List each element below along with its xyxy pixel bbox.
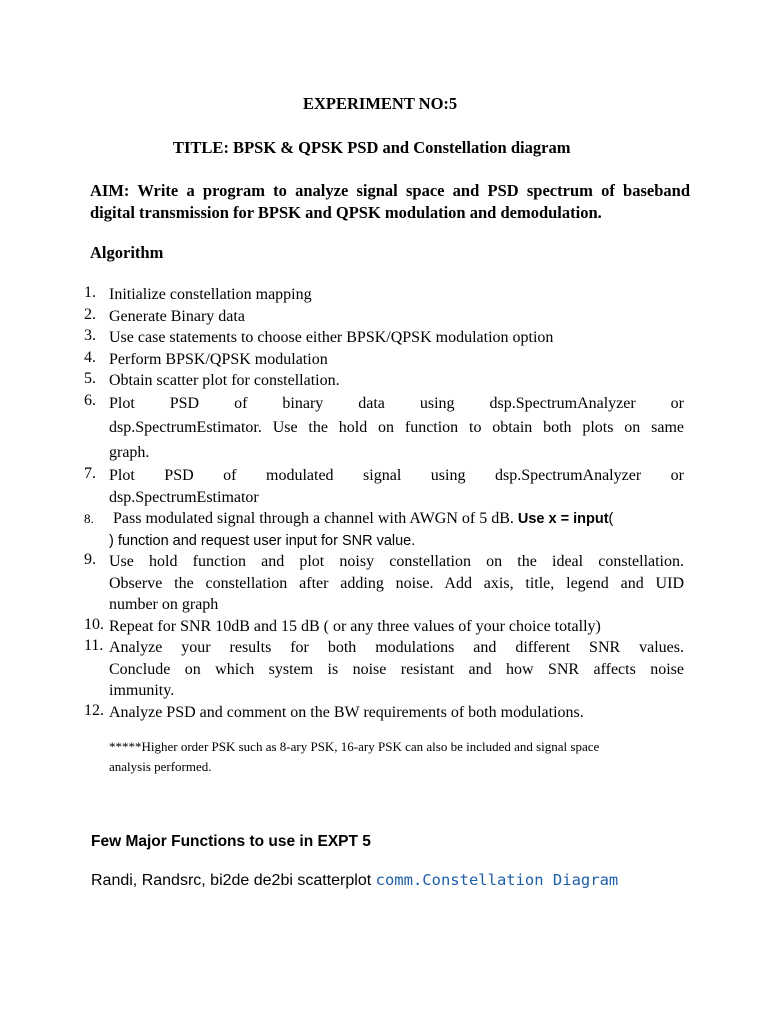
step-number: 2. [84,305,96,323]
step-number: 7. [84,465,96,482]
aim-paragraph [90,180,690,224]
step-4 [84,349,684,371]
step-text: Initialize constellation mapping [109,286,312,303]
note-line-2: analysis performed. [109,759,212,774]
step-12 [84,702,684,724]
step-text: Use case statements to choose either BPSK/QPSK modulation option [109,329,554,346]
functions-code: comm.Constellation Diagram [375,871,619,889]
step-text: Analyze your results for both modulations and different SNR values. [109,639,684,656]
step-text: Plot PSD of modulated signal using dsp.SpectrumAnalyzer or [109,467,684,484]
note-line-1: *****Higher order PSK such as 8-ary PSK, 16-ary PSK can also be included and signal space [109,739,600,754]
step-text: Pass modulated signal through a channel with AWGN of 5 dB. [113,510,514,527]
step-number: 5. [84,370,96,387]
step-text: number on graph [109,596,219,613]
step-6 [84,392,684,466]
experiment-title: TITLE: BPSK & QPSK PSD and Constellation diagram [173,138,571,157]
note-paragraph [109,737,689,777]
functions-list [91,871,618,890]
aim-line-1: AIM: Write a program to analyze signal space and PSD spectrum of baseband [90,181,690,200]
experiment-number: EXPERIMENT NO:5 [303,94,458,113]
step-2 [84,306,684,328]
algorithm-heading: Algorithm [90,243,164,262]
step-text: Analyze PSD and comment on the BW requirements of both modulations. [109,703,584,721]
step-text: Perform BPSK/QPSK modulation [109,350,328,368]
step-number: 9. [84,551,96,568]
step-text: Generate Binary data [109,307,245,325]
step-text: Plot PSD of binary data using dsp.SpectrumAnalyzer or [109,394,684,412]
step-text: dsp.SpectrumEstimator. Use the hold on function to obtain both plots on same [109,419,684,436]
step-number: 12. [84,701,104,719]
step-text: graph. [109,443,150,461]
step-5 [84,370,684,392]
step-text-line-1 [109,508,684,530]
step-number: 10. [84,615,104,633]
step-text: Use hold function and plot noisy constellation on the ideal constellation. [109,553,684,570]
code-snippet: Use x = input [517,511,609,527]
functions-heading: Few Major Functions to use in EXPT 5 [91,833,371,850]
step-text: Obtain scatter plot for constellation. [109,372,340,389]
step-3 [84,327,684,349]
step-text: ) function and request user input for SNR value. [109,532,416,549]
step-text: Observe the constellation after adding noise. Add axis, title, legend and UID [109,574,684,592]
functions-plain: Randi, Randsrc, bi2de de2bi scatterplot [91,872,372,889]
step-10 [84,616,684,638]
step-9 [84,551,684,616]
step-number: 4. [84,348,96,366]
step-11 [84,637,684,702]
step-number: 3. [84,327,96,344]
step-number: 1. [84,284,96,301]
algorithm-steps [84,284,684,723]
step-text: ( [608,511,614,527]
step-number: 6. [84,391,96,409]
step-text: Repeat for SNR 10dB and 15 dB ( or any three values of your choice totally) [109,617,601,635]
step-7 [84,465,684,508]
step-text-line-2 [109,530,684,552]
step-text: dsp.SpectrumEstimator [109,488,259,506]
aim-line-2: digital transmission for BPSK and QPSK modulation and demodulation. [90,203,602,222]
step-number: 8. [84,511,94,526]
step-number: 11. [84,637,104,654]
step-1 [84,284,684,306]
step-text: Conclude on which system is noise resistant and how SNR affects noise [109,660,684,678]
step-text: immunity. [109,682,175,699]
step-8 [84,508,684,551]
